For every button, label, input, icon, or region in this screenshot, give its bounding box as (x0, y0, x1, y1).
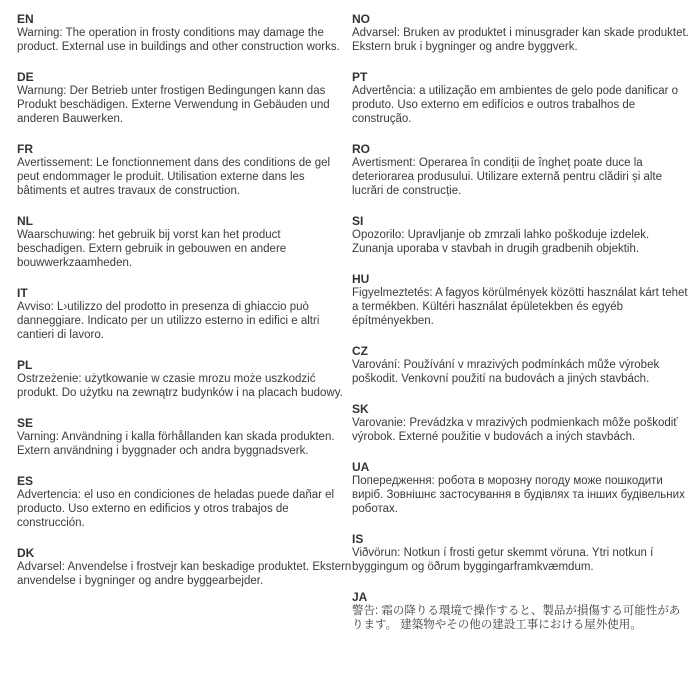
language-code-label: SI (352, 214, 364, 228)
language-section (352, 214, 690, 256)
warning-text: Warnung: Der Betrieb unter frostigen Bedingungen kann das Produkt beschädigen. Externe Verwendung in Gebäuden und anderen Bauwerken. (17, 85, 330, 125)
warning-text: Varování: Používání v mrazivých podmínkách může výrobek poškodit. Venkovní použití na budovách a jiných stavbách. (352, 359, 660, 385)
language-section (352, 12, 690, 54)
language-code-label: NL (17, 214, 33, 228)
language-section (17, 286, 352, 342)
warning-text: Ostrzeżenie: użytkowanie w czasie mrozu może uszkodzić produkt. Do użytku na zewnątrz budynków i na placach budowy. (17, 373, 343, 399)
language-section (352, 460, 690, 516)
warning-text: Avertisment: Operarea în condiții de îngheț poate duce la deteriorarea produsului. Utilizare externă pentru clădiri și alte lucrări de construcție. (352, 157, 663, 197)
warning-text: Waarschuwing: het gebruik bij vorst kan het product beschadigen. Extern gebruik in gebouwen en andere bouwwerkzaamheden. (17, 229, 287, 269)
language-section (352, 272, 690, 328)
language-section (17, 12, 352, 54)
warning-text: Advertência: a utilização em ambientes de gelo pode danificar o produto. Uso externo em edifícios e outros trabalhos de construção. (352, 85, 679, 125)
warning-text: Opozorilo: Upravljanje ob zmrzali lahko poškoduje izdelek. Zunanja uporaba v stavbah in drugih gradbenih objektih. (352, 229, 650, 255)
warning-text: Advarsel: Anvendelse i frostvejr kan beskadige produktet. Ekstern anvendelse i bygninger og andre byggearbejder. (17, 561, 352, 587)
language-code-label: SK (352, 402, 369, 416)
language-section (352, 532, 690, 574)
language-code-label: IT (17, 286, 28, 300)
language-code-label: RO (352, 142, 370, 156)
language-code-label: DE (17, 70, 34, 84)
warning-text: Viðvörun: Notkun í frosti getur skemmt vöruna. Ytri notkun í byggingum og öðrum byggingarframkvæmdum. (352, 547, 654, 573)
language-code-label: JA (352, 590, 368, 604)
right-column (352, 12, 690, 648)
language-section (352, 70, 690, 126)
warning-text: Avertissement: Le fonctionnement dans des conditions de gel peut endommager le produit. Utilisation externe dans les bâtiments et autres travaux de construction. (17, 157, 331, 197)
language-section (17, 358, 352, 400)
language-code-label: SE (17, 416, 34, 430)
language-section (17, 546, 352, 588)
warning-text: Avviso: L›utilizzo del prodotto in presenza di ghiaccio può danneggiare. Indicato per un utilizzo esterno in edifici e altri cantieri di lavoro. (17, 301, 320, 341)
language-section (17, 474, 352, 530)
warning-text: Попередження: робота в морозну погоду може пошкодити виріб. Зовнішнє застосування в будівлях та інших будівельних роботах. (352, 475, 685, 515)
language-section (17, 214, 352, 270)
warning-text: Varovanie: Prevádzka v mrazivých podmienkach môže poškodiť výrobok. Externé použitie v budovách a iných stavbách. (352, 417, 678, 443)
language-code-label: PT (352, 70, 368, 84)
left-column (17, 12, 352, 648)
language-code-label: UA (352, 460, 370, 474)
language-code-label: NO (352, 12, 370, 26)
language-code-label: DK (17, 546, 35, 560)
warning-text: Figyelmeztetés: A fagyos körülmények közötti használat kárt tehet a termékben. Kültéri használat épületekben és egyéb építményekben. (352, 287, 688, 327)
warning-text: 警告: 霜の降りる環境で操作すると、製品が損傷する可能性があります。 建築物やその他の建設工事における屋外使用。 (352, 605, 681, 631)
warning-text: Advertencia: el uso en condiciones de heladas puede dañar el producto. Uso externo en edificios y otros trabajos de construcción. (17, 489, 335, 529)
language-code-label: IS (352, 532, 364, 546)
language-code-label: PL (17, 358, 33, 372)
language-section (352, 142, 690, 198)
language-code-label: EN (17, 12, 34, 26)
warning-text: Advarsel: Bruken av produktet i minusgrader kan skade produktet. Ekstern bruk i bygninger og andre byggverk. (352, 27, 689, 53)
language-section (352, 590, 690, 632)
language-section (352, 344, 690, 386)
warning-text: Warning: The operation in frosty conditions may damage the product. External use in buildings and other construction works. (17, 27, 340, 53)
warning-text: Varning: Användning i kalla förhållanden kan skada produkten. Extern användning i byggnader och andra byggnadsverk. (17, 431, 335, 457)
language-code-label: HU (352, 272, 370, 286)
language-section (17, 416, 352, 458)
language-section (17, 142, 352, 198)
language-code-label: ES (17, 474, 34, 488)
language-code-label: FR (17, 142, 33, 156)
language-code-label: CZ (352, 344, 368, 358)
language-section (352, 402, 690, 444)
language-section (17, 70, 352, 126)
